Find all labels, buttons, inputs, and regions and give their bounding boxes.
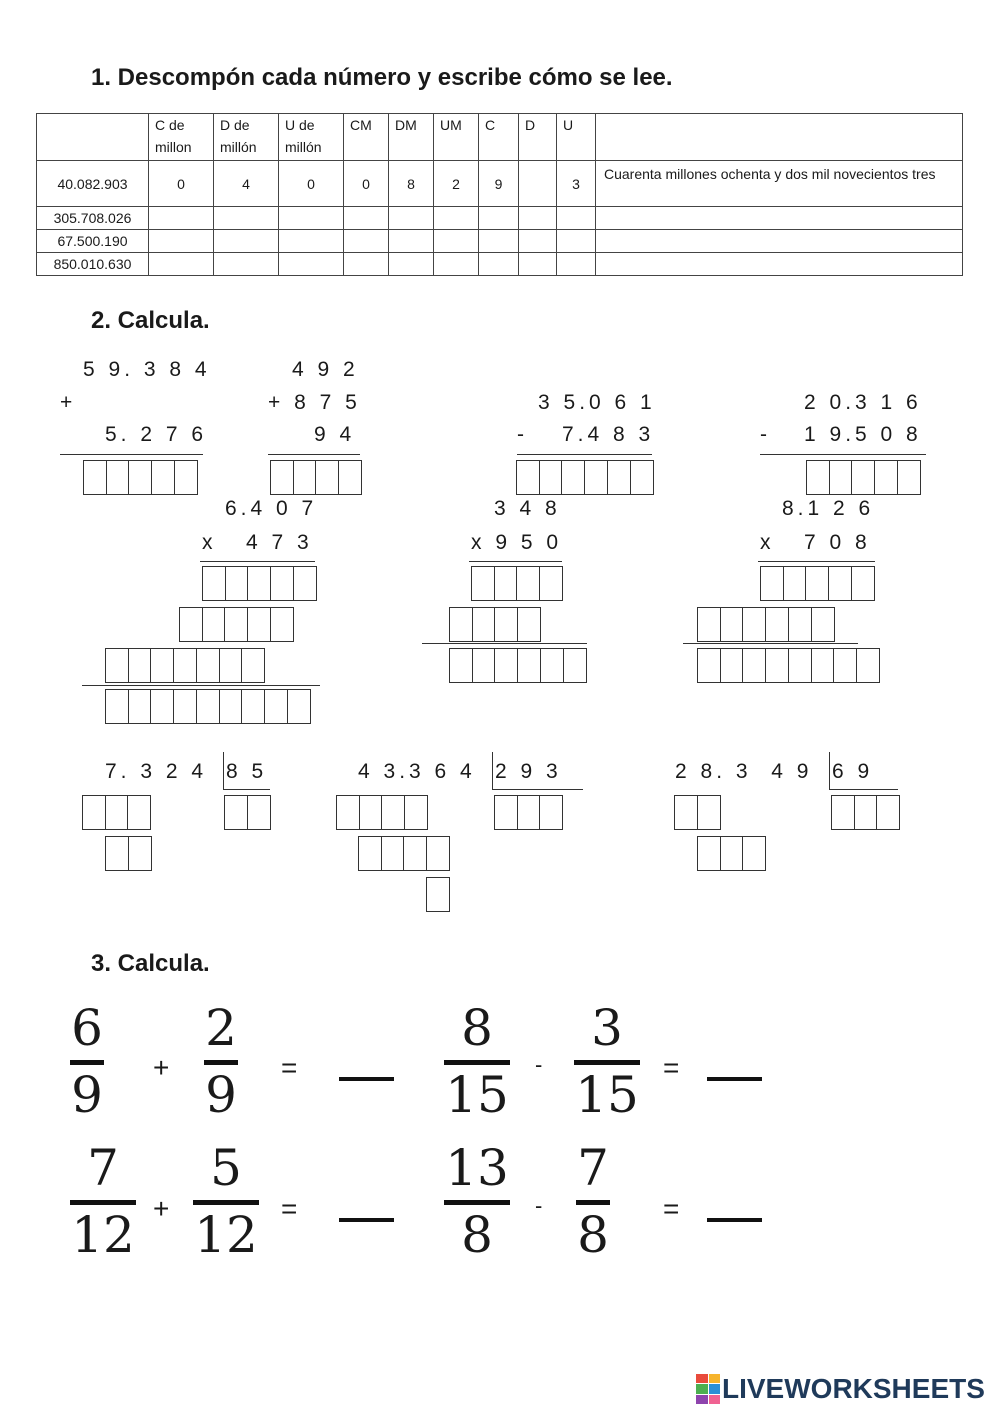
table-row xyxy=(37,253,963,276)
logo-icon xyxy=(696,1374,720,1404)
fraction xyxy=(573,1139,613,1264)
result-line xyxy=(82,685,320,686)
div3-divisor: 6 9 xyxy=(832,760,874,783)
digit-cell[interactable] xyxy=(479,230,519,253)
div3-quotient-boxes[interactable] xyxy=(831,795,900,830)
digit-cell[interactable] xyxy=(279,230,344,253)
equals-sign: = xyxy=(281,1193,298,1224)
denominator: 12 xyxy=(194,1206,258,1264)
mul1-answer-boxes[interactable] xyxy=(105,689,311,724)
decomposition-table xyxy=(36,113,963,276)
header-cell xyxy=(596,114,963,161)
digit-cell[interactable]: 4 xyxy=(214,161,279,207)
sub2-operand-a: 2 0.3 1 6 xyxy=(804,391,922,414)
header-cell: C xyxy=(479,114,519,161)
table-row xyxy=(37,230,963,253)
digit-cell[interactable] xyxy=(389,207,434,230)
division-bracket xyxy=(829,752,830,789)
add1-operator: + xyxy=(60,391,77,414)
denominator: 9 xyxy=(71,1066,103,1124)
result-line xyxy=(469,561,562,562)
mul1-partial-1-boxes[interactable] xyxy=(202,566,317,601)
logo-tile xyxy=(696,1374,708,1383)
add1-operand-a: 5 9. 3 8 4 xyxy=(83,358,211,381)
digit-cell[interactable]: 0 xyxy=(279,161,344,207)
sub2-operator: - xyxy=(760,423,771,446)
logo-wordmark: LIVEWORKSHEETS xyxy=(722,1373,985,1404)
numerator: 2 xyxy=(205,999,237,1057)
division-bracket xyxy=(492,752,493,789)
mul3-operator: x xyxy=(760,531,775,554)
digit-cell[interactable] xyxy=(434,253,479,276)
fraction-bar xyxy=(70,1060,104,1065)
digit-cell[interactable]: 9 xyxy=(479,161,519,207)
mul3-partial-2-boxes[interactable] xyxy=(697,607,835,642)
mul2-operand-b: x 9 5 0 xyxy=(471,531,563,554)
answer-blank[interactable] xyxy=(339,1218,394,1222)
digit-cell[interactable] xyxy=(434,207,479,230)
reading-cell[interactable] xyxy=(596,230,963,253)
digit-cell[interactable] xyxy=(279,207,344,230)
header-cell: U de millón xyxy=(279,114,344,161)
plus-operator: + xyxy=(153,1193,170,1224)
fraction-bar xyxy=(574,1060,640,1065)
sub1-answer-boxes[interactable] xyxy=(516,460,654,495)
mul3-answer-boxes[interactable] xyxy=(697,648,880,683)
mul3-operand-b: 7 0 8 xyxy=(804,531,871,554)
logo-tile xyxy=(696,1395,708,1404)
fraction-bar xyxy=(444,1200,510,1205)
digit-cell[interactable] xyxy=(344,230,389,253)
mul3-partial-1-boxes[interactable] xyxy=(760,566,875,601)
digit-cell[interactable] xyxy=(214,230,279,253)
digit-cell[interactable] xyxy=(519,253,557,276)
digit-cell[interactable] xyxy=(434,230,479,253)
fraction xyxy=(441,1139,513,1264)
section-2-title: 2. Calcula. xyxy=(91,307,210,334)
liveworksheets-logo xyxy=(696,1373,985,1405)
numerator: 6 xyxy=(71,999,103,1057)
digit-cell[interactable]: 2 xyxy=(434,161,479,207)
add1-answer-boxes[interactable] xyxy=(83,460,198,495)
fraction-bar xyxy=(193,1200,259,1205)
mul3-operand-a: 8.1 2 6 xyxy=(782,497,875,520)
mul2-partial-2-boxes[interactable] xyxy=(449,607,541,642)
add2-answer-boxes[interactable] xyxy=(270,460,362,495)
numerator: 7 xyxy=(87,1139,119,1197)
header-cell: C de millon xyxy=(149,114,214,161)
result-line xyxy=(760,454,926,455)
number-cell: 67.500.190 xyxy=(37,230,149,253)
digit-cell[interactable] xyxy=(214,253,279,276)
result-line xyxy=(758,561,875,562)
mul2-partial-1-boxes[interactable] xyxy=(471,566,563,601)
fraction xyxy=(199,999,243,1124)
minus-operator: - xyxy=(535,1193,543,1218)
digit-cell[interactable] xyxy=(279,253,344,276)
digit-cell[interactable] xyxy=(389,230,434,253)
header-cell: UM xyxy=(434,114,479,161)
result-line xyxy=(60,454,203,455)
minus-operator: - xyxy=(535,1052,543,1077)
number-cell: 305.708.026 xyxy=(37,207,149,230)
mul1-partial-2-boxes[interactable] xyxy=(179,607,294,642)
div2-quotient-boxes[interactable] xyxy=(494,795,563,830)
digit-cell[interactable] xyxy=(149,230,214,253)
equals-sign: = xyxy=(281,1052,298,1083)
div1-remainder-2-boxes[interactable] xyxy=(105,836,152,871)
fraction xyxy=(68,1139,138,1264)
digit-cell[interactable] xyxy=(389,253,434,276)
sub1-operand-b: 7.4 8 3 xyxy=(562,423,655,446)
digit-cell[interactable] xyxy=(557,253,596,276)
div2-remainder-1-boxes[interactable] xyxy=(336,795,428,830)
numerator: 8 xyxy=(461,999,493,1057)
table-row xyxy=(37,161,963,207)
add2-operand-c: 9 4 xyxy=(314,423,356,446)
reading-cell[interactable] xyxy=(596,253,963,276)
result-line xyxy=(268,454,360,455)
div3-remainder-2-boxes[interactable] xyxy=(697,836,766,871)
add1-operand-b: 5. 2 7 6 xyxy=(105,423,208,446)
division-bracket xyxy=(492,789,583,790)
numerator: 13 xyxy=(445,1139,509,1197)
digit-cell[interactable] xyxy=(344,253,389,276)
section-3-title: 3. Calcula. xyxy=(91,950,210,977)
answer-blank[interactable] xyxy=(707,1077,762,1081)
div1-dividend: 7. 3 2 4 xyxy=(105,760,208,783)
numerator: 5 xyxy=(210,1139,242,1197)
mul2-answer-boxes[interactable] xyxy=(449,648,587,683)
result-line xyxy=(200,561,315,562)
answer-blank[interactable] xyxy=(707,1218,762,1222)
section-1-title: 1. Descompón cada número y escribe cómo se lee. xyxy=(91,64,673,91)
sub2-operand-b: 1 9.5 0 8 xyxy=(804,423,922,446)
digit-cell[interactable] xyxy=(519,207,557,230)
fraction-bar xyxy=(70,1200,136,1205)
digit-cell[interactable] xyxy=(344,207,389,230)
result-line xyxy=(683,643,858,644)
fraction-bar xyxy=(204,1060,238,1065)
sub1-operator: - xyxy=(517,423,528,446)
numerator: 7 xyxy=(577,1139,609,1197)
sub2-answer-boxes[interactable] xyxy=(806,460,921,495)
digit-cell[interactable] xyxy=(519,230,557,253)
logo-tile xyxy=(709,1384,721,1393)
reading-cell[interactable] xyxy=(596,207,963,230)
header-cell: DM xyxy=(389,114,434,161)
denominator: 8 xyxy=(577,1206,609,1264)
digit-cell[interactable]: 0 xyxy=(344,161,389,207)
number-cell: 850.010.630 xyxy=(37,253,149,276)
digit-cell[interactable]: 0 xyxy=(149,161,214,207)
add2-operand-a: 4 9 2 xyxy=(292,358,359,381)
header-cell: D de millón xyxy=(214,114,279,161)
header-cell xyxy=(37,114,149,161)
mul1-operator: x xyxy=(202,531,217,554)
mul1-operand-b: 4 7 3 xyxy=(246,531,313,554)
number-cell: 40.082.903 xyxy=(37,161,149,207)
header-cell: D xyxy=(519,114,557,161)
header-cell: U xyxy=(557,114,596,161)
numerator: 3 xyxy=(591,999,623,1057)
add2-operand-b: + 8 7 5 xyxy=(268,391,361,414)
reading-cell[interactable]: Cuarenta millones ochenta y dos mil novecientos tres xyxy=(596,161,963,207)
denominator: 8 xyxy=(461,1206,493,1264)
digit-cell[interactable]: 3 xyxy=(557,161,596,207)
digit-cell[interactable] xyxy=(149,207,214,230)
div2-divisor: 2 9 3 xyxy=(495,760,562,783)
fraction xyxy=(65,999,109,1124)
denominator: 12 xyxy=(71,1206,135,1264)
mul2-operand-a: 3 4 8 xyxy=(494,497,561,520)
plus-operator: + xyxy=(153,1052,170,1083)
digit-cell[interactable] xyxy=(214,207,279,230)
digit-cell[interactable] xyxy=(479,253,519,276)
digit-cell[interactable] xyxy=(519,161,557,207)
div2-remainder-2-boxes[interactable] xyxy=(358,836,450,871)
div3-dividend: 2 8. 3 4 9 xyxy=(675,760,813,783)
division-bracket xyxy=(829,789,898,790)
mul1-operand-a: 6.4 0 7 xyxy=(225,497,318,520)
header-cell: CM xyxy=(344,114,389,161)
equals-sign: = xyxy=(663,1052,680,1083)
denominator: 15 xyxy=(575,1066,639,1124)
digit-cell[interactable] xyxy=(557,230,596,253)
result-line xyxy=(517,454,652,455)
answer-blank[interactable] xyxy=(339,1077,394,1081)
digit-cell[interactable] xyxy=(557,207,596,230)
div2-remainder-3-boxes[interactable] xyxy=(426,877,450,912)
equals-sign: = xyxy=(663,1193,680,1224)
digit-cell[interactable] xyxy=(479,207,519,230)
denominator: 9 xyxy=(205,1066,237,1124)
logo-tile xyxy=(709,1374,721,1383)
logo-tile xyxy=(696,1384,708,1393)
logo-tile xyxy=(709,1395,721,1404)
div3-remainder-1-boxes[interactable] xyxy=(674,795,721,830)
table-row xyxy=(37,207,963,230)
div1-divisor: 8 5 xyxy=(226,760,268,783)
denominator: 15 xyxy=(445,1066,509,1124)
fraction-bar xyxy=(444,1060,510,1065)
fraction xyxy=(441,999,513,1124)
div1-remainder-1-boxes[interactable] xyxy=(82,795,151,830)
fraction-bar xyxy=(576,1200,610,1205)
digit-cell[interactable] xyxy=(149,253,214,276)
div2-dividend: 4 3.3 6 4 xyxy=(358,760,476,783)
division-bracket xyxy=(223,752,224,789)
sub1-operand-a: 3 5.0 6 1 xyxy=(538,391,656,414)
div1-quotient-boxes[interactable] xyxy=(224,795,271,830)
fraction xyxy=(191,1139,261,1264)
division-bracket xyxy=(223,789,270,790)
result-line xyxy=(422,643,587,644)
mul1-partial-3-boxes[interactable] xyxy=(105,648,265,683)
fraction xyxy=(571,999,643,1124)
table-header-row xyxy=(37,114,963,161)
digit-cell[interactable]: 8 xyxy=(389,161,434,207)
